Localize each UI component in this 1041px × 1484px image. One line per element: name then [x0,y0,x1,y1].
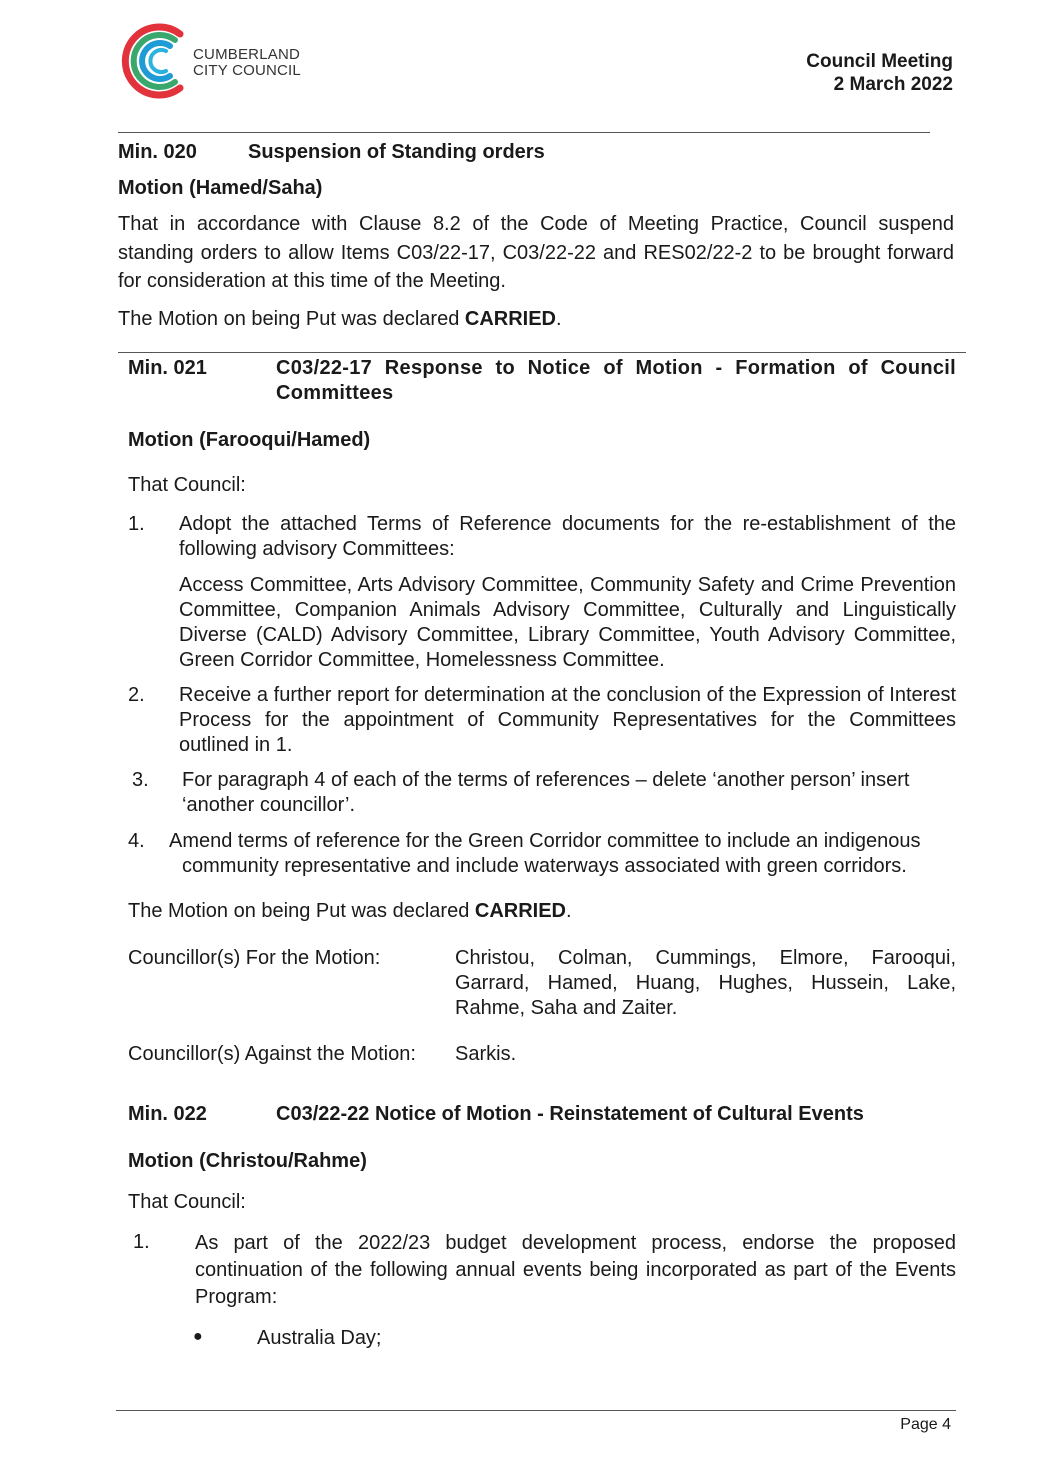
footer-divider [116,1410,956,1411]
cumberland-logo-icon [120,20,192,102]
min021-item-2-text: Receive a further report for determination at the conclusion of the Expression of Interest Process for the appointment of Community Representatives for the Committees outlined in 1. [179,684,956,756]
min021-intro: That Council: [128,474,246,496]
meeting-title: Council Meeting [806,51,953,72]
min021-committee-list: Access Committee, Arts Advisory Committee, Community Safety and Crime Prevention Committee, Companion Animals Advisory Committee, Culturally and Linguistically Diverse (CALD) Advisory Committee, Library Committee, Youth Advisory Committee, Green Corridor Committee, Homelessness Committee. [179,574,956,671]
min020-result: The Motion on being Put was declared CARRIED. [118,308,562,330]
min020-title: Suspension of Standing orders [248,141,545,163]
min021-against-label: Councillor(s) Against the Motion: [128,1043,416,1065]
min021-item-3-text: For paragraph 4 of each of the terms of references – delete ‘another person’ insert ‘another councillor’. [182,769,910,816]
min021-title: C03/22-17 Response to Notice of Motion - Formation of Council Committees [276,357,956,404]
header-divider [118,132,930,133]
min021-item-1-num: 1. [128,513,145,535]
min022-intro: That Council: [128,1191,246,1213]
min021-number: Min. 021 [128,357,207,379]
min021-result-value: CARRIED [474,900,566,922]
min022-number: Min. 022 [128,1103,207,1125]
min021-motion: Motion (Farooqui/Hamed) [128,429,371,451]
min020-result-value: CARRIED [464,308,556,330]
min020-body: That in accordance with Clause 8.2 of the Code of Meeting Practice, Council suspend standing orders to allow Items C03/22-17, C03/22-22 and RES02/22-2 to be brought forward for consideration at this time of the Meeting. [118,213,954,292]
org-name-line2: CITY COUNCIL [193,62,301,79]
min022-item-1-num: 1. [133,1231,150,1253]
meeting-date: 2 March 2022 [833,74,953,95]
min021-item-4-text: Amend terms of reference for the Green Corridor committee to include an indigenous community representative and include waterways associated with green corridors. [169,830,921,877]
min021-item-1-text: Adopt the attached Terms of Reference documents for the re-establishment of the following advisory Committees: [179,513,956,560]
min021-result: The Motion on being Put was declared CARRIED. [128,900,572,922]
bullet-icon: ● [193,1328,203,1345]
logo-wordmark [193,47,301,79]
min022-item-1-text: As part of the 2022/23 budget development process, endorse the proposed continuation of the following annual events being incorporated as part of the Events Program: [195,1232,956,1308]
min021-against-names: Sarkis. [455,1043,517,1065]
min020-number: Min. 020 [118,141,197,163]
page-number: Page 4 [900,1416,951,1433]
min021-for-names: Christou, Colman, Cummings, Elmore, Farooqui, Garrard, Hamed, Huang, Hughes, Hussein, Lake, Rahme, Saha and Zaiter. [455,947,956,1019]
min021-item-3-num: 3. [132,769,149,791]
min021-item-2-num: 2. [128,684,145,706]
min022-bullet-1: Australia Day; [257,1327,382,1349]
min020-motion: Motion (Hamed/Saha) [118,177,323,199]
min022-motion: Motion (Christou/Rahme) [128,1150,367,1172]
min021-item-4-num: 4. [128,830,145,852]
min021-divider [118,352,966,353]
meeting-header [806,50,953,96]
min021-for-label: Councillor(s) For the Motion: [128,947,381,969]
min022-title: C03/22-22 Notice of Motion - Reinstatement of Cultural Events [276,1103,864,1125]
org-name-line1: CUMBERLAND [193,46,301,63]
